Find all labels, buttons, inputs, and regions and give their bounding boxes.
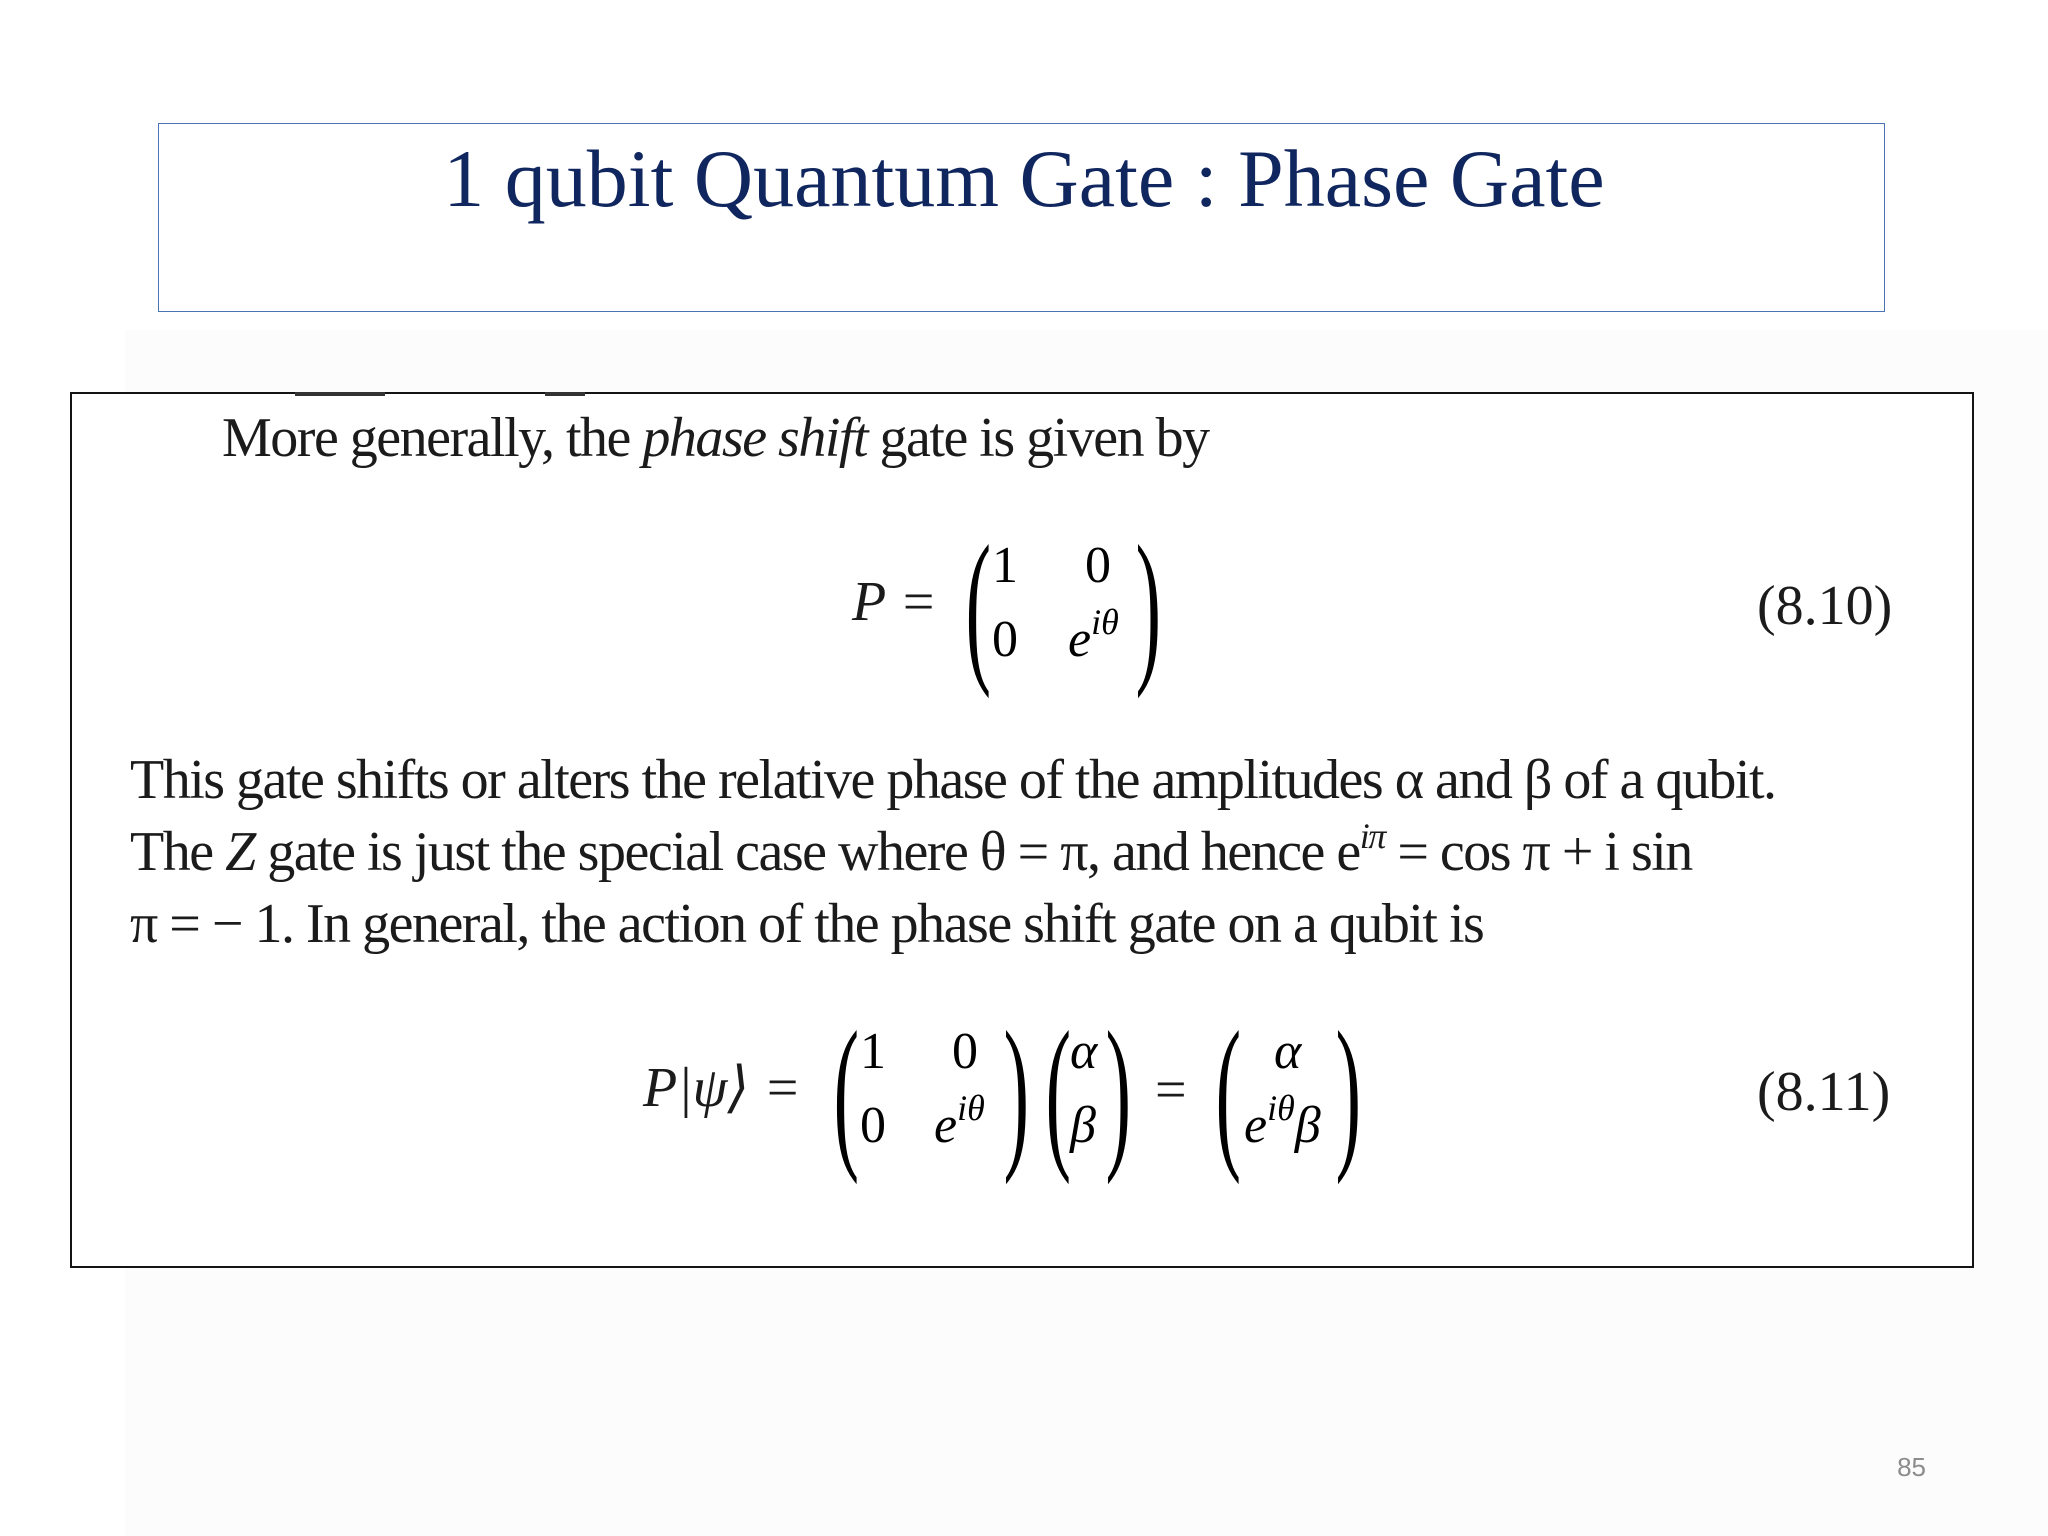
eq1-number: (8.10) <box>1757 575 1893 637</box>
intro-text: More generally, the <box>222 407 643 469</box>
eq2-r1: α <box>1274 1023 1302 1080</box>
eq1-lhs: P = <box>852 571 937 633</box>
eq1-matrix-right-paren: ) <box>1135 511 1162 699</box>
eq2-r2-sup: iθ <box>1267 1088 1295 1128</box>
eq2-lhs: P|ψ⟩ = <box>643 1057 802 1119</box>
eq2-r2-tail: β <box>1294 1097 1321 1154</box>
eq1-m11: 1 <box>992 537 1018 594</box>
line2-sup: iπ <box>1359 816 1385 856</box>
eq2-v2: β <box>1070 1097 1096 1154</box>
paragraph-line-2 <box>130 816 1692 883</box>
intro-text-end: gate is given by <box>867 407 1209 469</box>
eq2-m21: 0 <box>860 1097 886 1154</box>
page-number: 85 <box>1897 1452 1926 1482</box>
eq2-m22-sup: iθ <box>957 1088 985 1128</box>
eq2-m22 <box>934 1088 985 1154</box>
line2-text: The <box>130 821 226 883</box>
eq2-number: (8.11) <box>1757 1061 1891 1123</box>
eq2-result-right-paren: ) <box>1335 997 1362 1185</box>
line2-text-end: = cos π + i sin <box>1384 821 1692 883</box>
intro-italic: phase shift <box>642 407 868 469</box>
intro-line <box>222 407 1209 469</box>
eq2-matrix-left-paren: ( <box>833 997 860 1185</box>
eq1-m21: 0 <box>992 611 1018 668</box>
eq1-m22 <box>1068 602 1119 668</box>
eq1-matrix-left-paren: ( <box>965 511 992 699</box>
cropped-text-fragment <box>545 392 585 396</box>
eq2-matrix-right-paren: ) <box>1003 997 1030 1185</box>
eq2-m22-base: e <box>934 1097 958 1154</box>
eq2-m11: 1 <box>860 1023 886 1080</box>
eq2-m12: 0 <box>952 1023 978 1080</box>
eq2-vector-left-paren: ( <box>1045 997 1072 1185</box>
eq2-v1: α <box>1070 1023 1098 1080</box>
line2-text-mid: gate is just the special case where θ = π, and hence e <box>254 821 1360 883</box>
eq2-r2-base: e <box>1244 1097 1268 1154</box>
paragraph-line-1: This gate shifts or alters the relative phase of the amplitudes α and β of a qubit. <box>130 749 1776 811</box>
line2-z: Z <box>225 821 255 883</box>
eq1-m22-sup: iθ <box>1091 602 1119 642</box>
eq2-result-left-paren: ( <box>1215 997 1242 1185</box>
eq1-m12: 0 <box>1085 537 1111 594</box>
slide-title: 1 qubit Quantum Gate : Phase Gate <box>443 133 1605 224</box>
eq2-equals: = <box>1155 1059 1187 1121</box>
cropped-text-fragment <box>295 392 385 396</box>
eq2-vector-right-paren: ) <box>1105 997 1132 1185</box>
paragraph-line-3: π = − 1. In general, the action of the phase shift gate on a qubit is <box>130 893 1484 955</box>
eq1-m22-base: e <box>1068 611 1092 668</box>
eq2-r2 <box>1244 1088 1321 1154</box>
